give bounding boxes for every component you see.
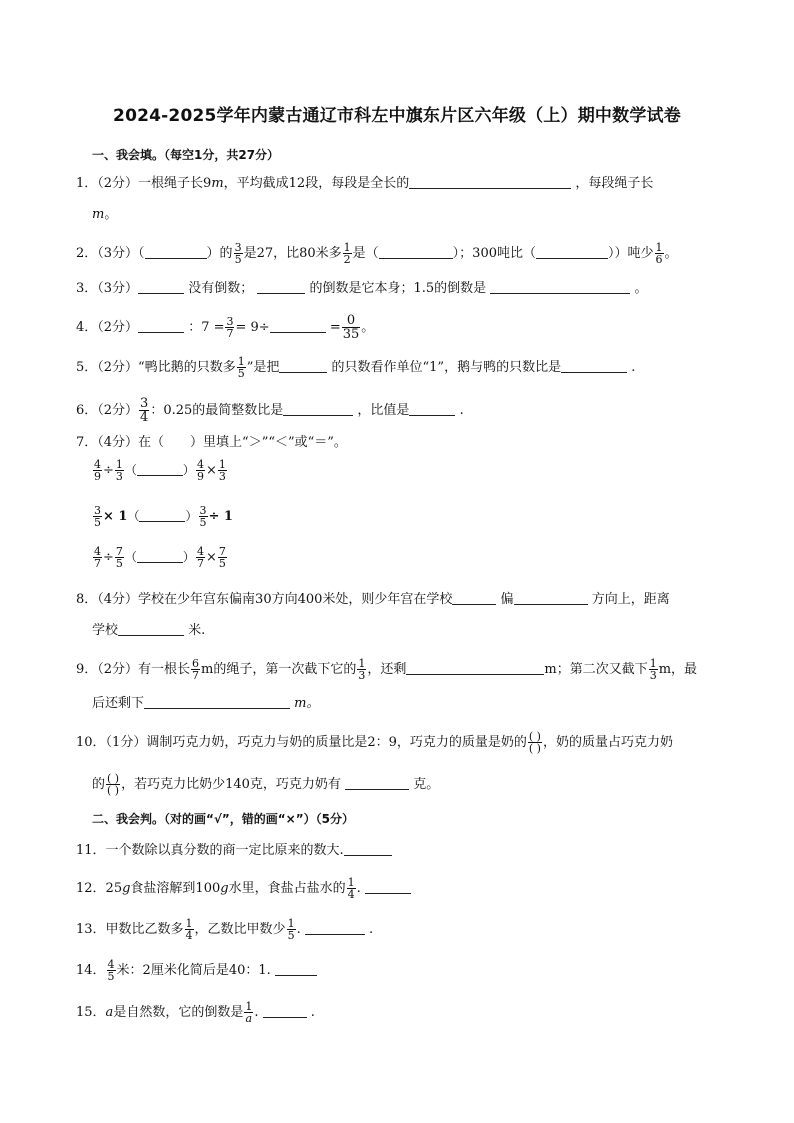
question-8: 8．（4分）学校在少年宫东偏南30方向400米处，则少年宫在学校 偏 方向上，距离 xyxy=(76,592,670,607)
question-13: 13．甲数比乙数多 $\frac{1}{4}$ ，乙数比甲数少 $\frac{1}{5}$ . . xyxy=(76,917,374,942)
section-heading-judge: 二、我会判。（对的画“√”，错的画“×”）（5分） xyxy=(92,812,354,826)
answer-blank[interactable] xyxy=(145,244,207,259)
answer-blank[interactable] xyxy=(138,279,184,294)
answer-blank[interactable] xyxy=(263,1003,307,1018)
section-heading-fill: 一、我会填。（每空1分，共27分） xyxy=(92,148,280,162)
question-9: 9．（2分）有一根长 $\frac{6}{7}$ m的绳子，第一次截下它的 $\frac{1}{3}$ ，还剩 m；第二次又截下 $\frac{1}{3}$ m，最 xyxy=(76,657,698,682)
question-11: 11．一个数除以真分数的商一定比原来的数大. xyxy=(76,841,726,861)
question-9-cont: 后还剩下 m。 xyxy=(92,696,320,711)
compare-row-3: $\frac{4}{7}$ ÷ $\frac{7}{5}$ （ ） $\frac{4}{7}$ × $\frac{7}{5}$ xyxy=(94,545,226,570)
answer-blank[interactable] xyxy=(270,318,326,333)
fraction: $\frac{1}{a}$ xyxy=(245,1000,253,1025)
fraction: $\frac{4}{5}$ xyxy=(107,958,115,983)
fraction: $\frac{3}{4}$ xyxy=(140,396,149,425)
answer-blank[interactable] xyxy=(137,548,183,563)
answer-blank[interactable] xyxy=(344,841,392,856)
question-4: 4．（2分） ：7 = $\frac{3}{7}$ = 9÷ = $\frac{0}{35}$ 。 xyxy=(76,313,375,342)
fraction: $\frac{1}{5}$ xyxy=(237,355,245,380)
fraction: $\frac{1}{3}$ xyxy=(358,657,366,682)
answer-blank[interactable] xyxy=(118,621,184,636)
answer-blank[interactable] xyxy=(490,279,630,294)
question-5: 5．（2分）“鸭比鹅的只数多 $\frac{1}{5}$ ”是把 的只数看作单位“1”，鹅与鸭的只数比是 . xyxy=(76,355,636,380)
fraction: $\frac{1}{4}$ xyxy=(347,876,355,901)
question-10: 10．（1分）调制巧克力奶，巧克力与奶的质量比是2：9，巧克力的质量是奶的 ( ) ( ) ，奶的质量占巧克力奶 xyxy=(76,730,673,755)
fraction: $\frac{1}{2}$ xyxy=(343,241,351,266)
question-15: 15．a是自然数，它的倒数是 $\frac{1}{a}$ . . xyxy=(76,1000,315,1025)
question-14: 14． $\frac{4}{5}$ 米：2厘米化简后是40：1. xyxy=(76,959,726,982)
question-1-cont: m。 xyxy=(92,207,118,222)
question-8-cont: 学校 米. xyxy=(92,623,206,638)
answer-blank[interactable] xyxy=(279,358,327,373)
compare-row-2: $\frac{3}{5}$ × 1（ ） $\frac{3}{5}$ ÷ 1 xyxy=(94,504,233,529)
answer-blank[interactable] xyxy=(305,920,365,935)
fraction: $\frac{3}{5}$ xyxy=(234,241,242,266)
answer-blank[interactable] xyxy=(138,318,184,333)
answer-blank[interactable] xyxy=(139,507,185,522)
answer-blank[interactable] xyxy=(379,244,453,259)
answer-blank[interactable] xyxy=(345,775,409,790)
fraction: ( ) ( ) xyxy=(107,772,120,797)
answer-blank[interactable] xyxy=(283,401,353,416)
fraction: $\frac{1}{3}$ xyxy=(649,657,657,682)
answer-blank[interactable] xyxy=(137,461,183,476)
question-7: 7．（4分）在（ ）里填上“＞”“＜”或“＝”。 xyxy=(76,435,347,450)
answer-blank[interactable] xyxy=(257,279,305,294)
fraction: $\frac{1}{6}$ xyxy=(655,241,663,266)
question-2: 2．（3分）（ ）的 $\frac{3}{5}$ 是27，比80米多 $\frac{1}{2}$ 是（ ）；300吨比（ ））吨少 $\frac{1}{6}$ 。 xyxy=(76,241,678,266)
fraction: $\frac{0}{35}$ xyxy=(342,313,360,342)
answer-blank[interactable] xyxy=(406,660,544,675)
answer-blank[interactable] xyxy=(561,358,627,373)
exam-title: 2024-2025学年内蒙古通辽市科左中旗东片区六年级（上）期中数学试卷 xyxy=(113,106,681,126)
answer-blank[interactable] xyxy=(514,590,588,605)
question-10-cont: 的 ( ) ( ) ，若巧克力比奶少140克，巧克力奶有 克。 xyxy=(92,772,440,797)
question-12: 12．25g食盐溶解到100g水里，食盐占盐水的 $\frac{1}{4}$ . xyxy=(76,877,726,900)
answer-blank[interactable] xyxy=(144,694,290,709)
fraction: $\frac{1}{4}$ xyxy=(185,917,193,942)
question-6: 6．（2分） $\frac{3}{4}$ ：0.25的最简整数比是 ，比值是 . xyxy=(76,396,464,425)
answer-blank[interactable] xyxy=(536,244,608,259)
fraction: $\frac{3}{7}$ xyxy=(226,315,234,340)
question-1: 1．（2分）一根绳子长9m，平均截成12段，每段是全长的 ，每段绳子长 xyxy=(76,176,654,191)
answer-blank[interactable] xyxy=(409,401,455,416)
compare-row-1: $\frac{4}{9}$ ÷ $\frac{1}{3}$ （ ） $\frac{4}{9}$ × $\frac{1}{3}$ xyxy=(94,458,226,483)
fraction: $\frac{1}{5}$ xyxy=(287,917,295,942)
fraction: $\frac{6}{7}$ xyxy=(192,657,200,682)
question-3: 3．（3分） 没有倒数； 的倒数是它本身；1.5的倒数是 。 xyxy=(76,281,648,296)
fraction: ( ) ( ) xyxy=(528,730,541,755)
answer-blank[interactable] xyxy=(452,590,496,605)
answer-blank[interactable] xyxy=(275,961,317,976)
answer-blank[interactable] xyxy=(365,879,411,894)
answer-blank[interactable] xyxy=(409,174,571,189)
